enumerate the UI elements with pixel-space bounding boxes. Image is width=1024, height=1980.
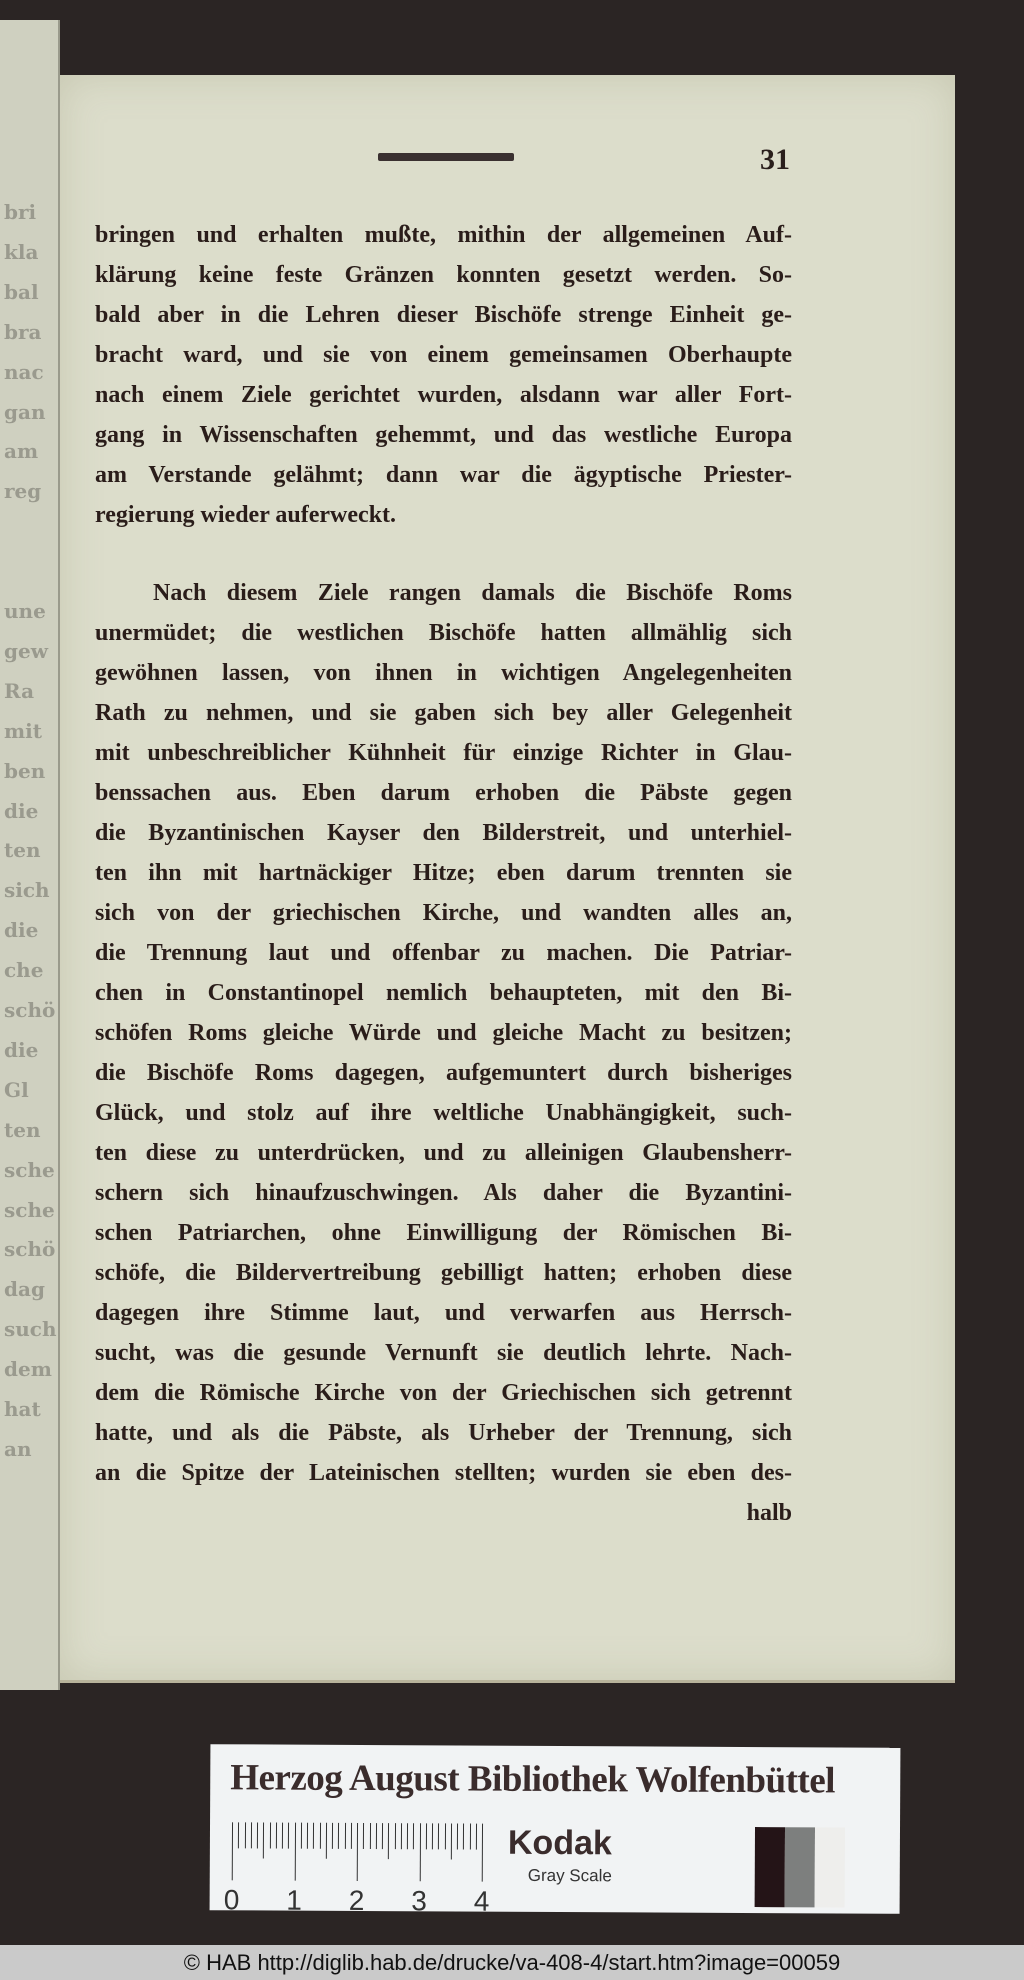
library-name: Herzog August Bibliothek Wolfenbüttel (230, 1757, 836, 1802)
ruler-tick (432, 1823, 433, 1849)
footer-credit: © HAB http://diglib.hab.de/drucke/va-408-4/start.htm?image=00059 (0, 1945, 1024, 1980)
previous-page-fragment: gew (4, 638, 48, 663)
text-line: sich von der griechischen Kirche, und wandten alles an, (95, 900, 792, 926)
ruler-tick (313, 1823, 314, 1849)
book-page (60, 75, 955, 1683)
text-line: an die Spitze der Lateinischen stellten; wurden sie eben des- (95, 1460, 792, 1486)
text-line: gewöhnen lassen, von ihnen in wichtigen Angelegenheiten (95, 660, 792, 686)
color-calibration-card (210, 1744, 901, 1917)
ruler-tick (319, 1823, 320, 1849)
ruler-tick (257, 1822, 258, 1848)
previous-page-fragment: schö (4, 1237, 56, 1262)
previous-page-fragment: am (4, 439, 39, 464)
previous-page-fragment: dag (4, 1277, 45, 1302)
kodak-logo: Kodak (507, 1823, 612, 1863)
text-line: bald aber in die Lehren dieser Bischöfe strenge Einheit ge- (95, 302, 792, 328)
ruler-label: 1 (286, 1884, 302, 1916)
gray-patch (785, 1827, 815, 1907)
previous-page-fragment: hat (4, 1397, 41, 1421)
previous-page-fragment: die (4, 918, 39, 943)
previous-page-fragment: die (4, 798, 39, 823)
text-line: Nach diesem Ziele rangen damals die Bischöfe Roms (153, 580, 792, 606)
previous-page-fragment: kla (4, 239, 39, 264)
header-rule (378, 153, 514, 161)
ruler-tick (288, 1823, 289, 1849)
ruler-tick (251, 1822, 252, 1848)
previous-page-fragment: bri (4, 200, 37, 224)
ruler-label: 2 (348, 1884, 365, 1917)
ruler-tick (444, 1823, 445, 1849)
ruler-label: 3 (411, 1885, 427, 1917)
ruler-tick (382, 1823, 383, 1849)
ruler-tick (407, 1823, 408, 1849)
previous-page-fragment: nac (4, 359, 44, 384)
previous-page-fragment: reg (4, 479, 42, 504)
previous-page-fragment: dem (4, 1357, 52, 1382)
previous-page-fragment: gan (4, 399, 46, 424)
ruler-tick (282, 1823, 283, 1849)
previous-page-fragment: ten (4, 1117, 41, 1142)
ruler-tick (438, 1823, 439, 1849)
ruler-tick (244, 1822, 245, 1848)
ruler-label: 0 (223, 1884, 240, 1916)
previous-page-fragment: bal (4, 279, 39, 304)
gray-patch (755, 1827, 785, 1907)
paragraph-2 (95, 573, 792, 1493)
text-line: nach einem Ziele gerichtet wurden, alsdann war aller Fort- (95, 382, 792, 408)
previous-page-fragment: ben (4, 758, 46, 783)
text-line: schern sich hinaufzuschwingen. Als daher die Byzantini- (95, 1180, 792, 1206)
ruler-tick (232, 1822, 233, 1880)
previous-page-fragment: ten (4, 838, 41, 863)
ruler-tick (419, 1823, 420, 1881)
text-line: die Bischöfe Roms dagegen, aufgemuntert durch bisheriges (95, 1060, 792, 1086)
text-line: schöfe, die Bildervertreibung gebilligt hatten; erhoben diese (95, 1260, 792, 1286)
ruler-tick (476, 1824, 477, 1850)
ruler-tick (307, 1823, 308, 1849)
text-line: ten diese zu unterdrücken, und zu alleinigen Glaubensherr- (95, 1140, 792, 1166)
page-number: 31 (760, 143, 790, 176)
text-line: Glück, und stolz auf ihre weltliche Unabhängigkeit, such- (95, 1100, 792, 1126)
ruler-tick (401, 1823, 402, 1849)
text-line: die Trennung laut und offenbar zu machen. Die Patriar- (95, 940, 792, 966)
ruler-tick (376, 1823, 377, 1849)
ruler-tick (413, 1823, 414, 1849)
text-line: bracht ward, und sie von einem gemeinsamen Oberhaupte (95, 342, 792, 368)
previous-page-fragment: une (4, 599, 46, 623)
text-line: die Byzantinischen Kayser den Bilderstreit, und unterhiel- (95, 820, 792, 846)
ruler-tick (276, 1823, 277, 1849)
ruler-tick (482, 1824, 483, 1882)
text-line: mit unbeschreiblicher Kühnheit für einzige Richter in Glau- (95, 740, 792, 766)
text-line: schöfen Roms gleiche Würde und gleiche Macht zu besitzen; (95, 1020, 792, 1046)
gray-patch (815, 1827, 845, 1907)
ruler-tick (238, 1822, 239, 1848)
ruler-tick (338, 1823, 339, 1849)
previous-page-edge (0, 20, 60, 1690)
text-line: am Verstande gelähmt; dann war die ägyptische Priester- (95, 462, 792, 488)
ruler-tick (301, 1823, 302, 1849)
previous-page-fragment: che (4, 958, 44, 983)
ruler-tick (326, 1823, 327, 1859)
previous-page-fragment: mit (4, 718, 42, 743)
ruler-tick (269, 1823, 270, 1849)
ruler-tick (344, 1823, 345, 1849)
ruler-tick (394, 1823, 395, 1849)
ruler-label: 4 (473, 1885, 490, 1917)
previous-page-fragment: bra (4, 319, 42, 344)
previous-page-fragment: Ra (4, 678, 35, 703)
catchword: halb (746, 1500, 792, 1526)
text-line: regierung wieder auferweckt. (95, 502, 397, 528)
ruler-tick (463, 1824, 464, 1850)
gray-scale-label: Gray Scale (527, 1865, 612, 1886)
ruler-tick (469, 1824, 470, 1850)
previous-page-fragment: Gl (4, 1077, 29, 1102)
text-line: benssachen aus. Eben darum erhoben die Päbste gegen (95, 780, 792, 806)
text-line: chen in Constantinopel nemlich behaupteten, mit den Bi- (95, 980, 792, 1006)
previous-page-fragment: sche (4, 1197, 55, 1222)
paragraph-1 (95, 215, 792, 535)
text-line: schen Patriarchen, ohne Einwilligung der Römischen Bi- (95, 1220, 792, 1246)
text-line: dem die Römische Kirche von der Griechischen sich getrennt (95, 1380, 792, 1406)
text-line: bringen und erhalten mußte, mithin der allgemeinen Auf- (95, 222, 792, 248)
ruler-tick (363, 1823, 364, 1849)
text-line: sucht, was die gesunde Vernunft sie deutlich lehrte. Nach- (95, 1340, 792, 1366)
previous-page-fragment: schö (4, 998, 56, 1022)
ruler-tick (357, 1823, 358, 1881)
previous-page-fragment: die (4, 1037, 39, 1062)
ruler-tick (388, 1823, 389, 1859)
ruler-tick (426, 1823, 427, 1849)
text-line: unermüdet; die westlichen Bischöfe hatten allmählig sich (95, 620, 792, 646)
ruler-tick (457, 1823, 458, 1849)
text-line: ten ihn mit hartnäckiger Hitze; eben darum trennten sie (95, 860, 792, 886)
ruler-tick (332, 1823, 333, 1849)
previous-page-fragment: sich (4, 878, 50, 903)
ruler-tick (263, 1822, 264, 1858)
text-line: hatte, und als die Päbste, als Urheber der Trennung, sich (95, 1420, 792, 1446)
ruler (223, 1822, 492, 1917)
ruler-tick (451, 1823, 452, 1859)
previous-page-fragment: sche (4, 1157, 55, 1182)
ruler-tick (369, 1823, 370, 1849)
ruler-tick (351, 1823, 352, 1849)
text-line: Rath zu nehmen, und sie gaben sich bey aller Gelegenheit (95, 700, 792, 726)
previous-page-fragment: such (4, 1317, 57, 1342)
text-line: gang in Wissenschaften gehemmt, und das westliche Europa (95, 422, 792, 448)
text-line: klärung keine feste Gränzen konnten gesetzt werden. So- (95, 262, 792, 288)
ruler-tick (294, 1823, 295, 1881)
text-line: dagegen ihre Stimme laut, und verwarfen aus Herrsch- (95, 1300, 792, 1326)
previous-page-fragment: an (4, 1436, 32, 1461)
